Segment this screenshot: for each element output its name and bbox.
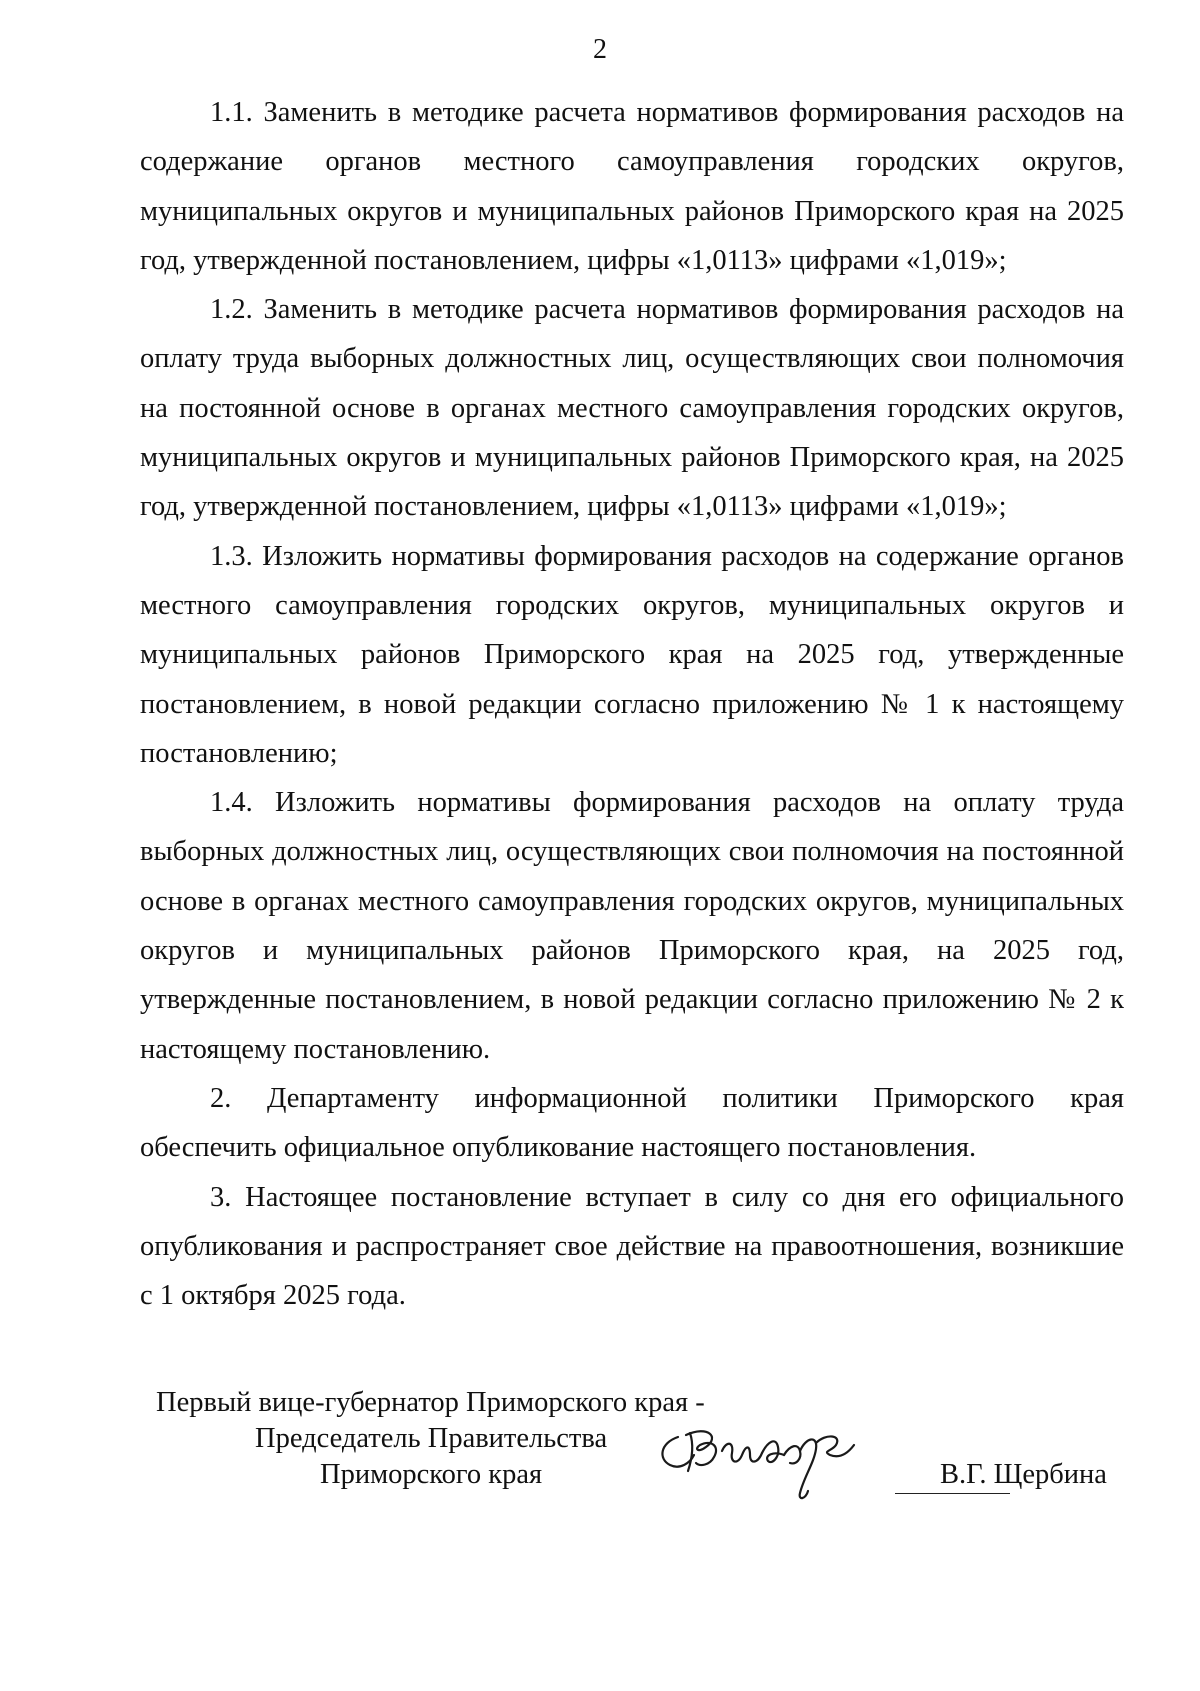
signer-name: В.Г. Щербина bbox=[940, 1459, 1107, 1490]
page-number: 2 bbox=[593, 34, 607, 65]
signature-underline bbox=[895, 1493, 1010, 1494]
handwritten-signature-icon bbox=[650, 1415, 900, 1503]
paragraph-2: 2. Департаменту информационной политики Приморского края обеспечить официальное опубликование настоящего постановления. bbox=[140, 1082, 1124, 1164]
signer-title-line-2: Председатель Правительства bbox=[255, 1423, 608, 1454]
document-body bbox=[140, 88, 1124, 1320]
paragraph-1-3: 1.3. Изложить нормативы формирования расходов на содержание органов местного самоуправления городских округов, муниципальных округов и муниципальных районов Приморского края на 2025 год, утвержденные постановлением, в новой редакции согласно приложению № 1 к настоящему постановлению; bbox=[140, 540, 1124, 769]
signer-title-line-3: Приморского края bbox=[320, 1459, 543, 1490]
signer-title-line-1: Первый вице-губернатор Приморского края - bbox=[156, 1387, 705, 1418]
paragraph-1-2: 1.2. Заменить в методике расчета нормативов формирования расходов на оплату труда выборных должностных лиц, осуществляющих свои полномочия на постоянной основе в органах местного самоуправления городских округов, муниципальных округов и муниципальных районов Приморского края, на 2025 год, утвержденной постановлением, цифры «1,0113» цифрами «1,019»; bbox=[140, 294, 1124, 523]
paragraph-3: 3. Настоящее постановление вступает в силу со дня его официального опубликования и распространяет свое действие на правоотношения, возникшие с 1 октября 2025 года. bbox=[140, 1181, 1124, 1312]
paragraph-1-4: 1.4. Изложить нормативы формирования расходов на оплату труда выборных должностных лиц, осуществляющих свои полномочия на постоянной основе в органах местного самоуправления городских округов, муниципальных округов и муниципальных районов Приморского края, на 2025 год, утвержденные постановлением, в новой редакции согласно приложению № 2 к настоящему постановлению. bbox=[140, 787, 1124, 1065]
paragraph-1-1: 1.1. Заменить в методике расчета нормативов формирования расходов на содержание органов местного самоуправления городских округов, муниципальных округов и муниципальных районов Приморского края на 2025 год, утвержденной постановлением, цифры «1,0113» цифрами «1,019»; bbox=[140, 97, 1124, 276]
signature-block bbox=[140, 1385, 1124, 1505]
